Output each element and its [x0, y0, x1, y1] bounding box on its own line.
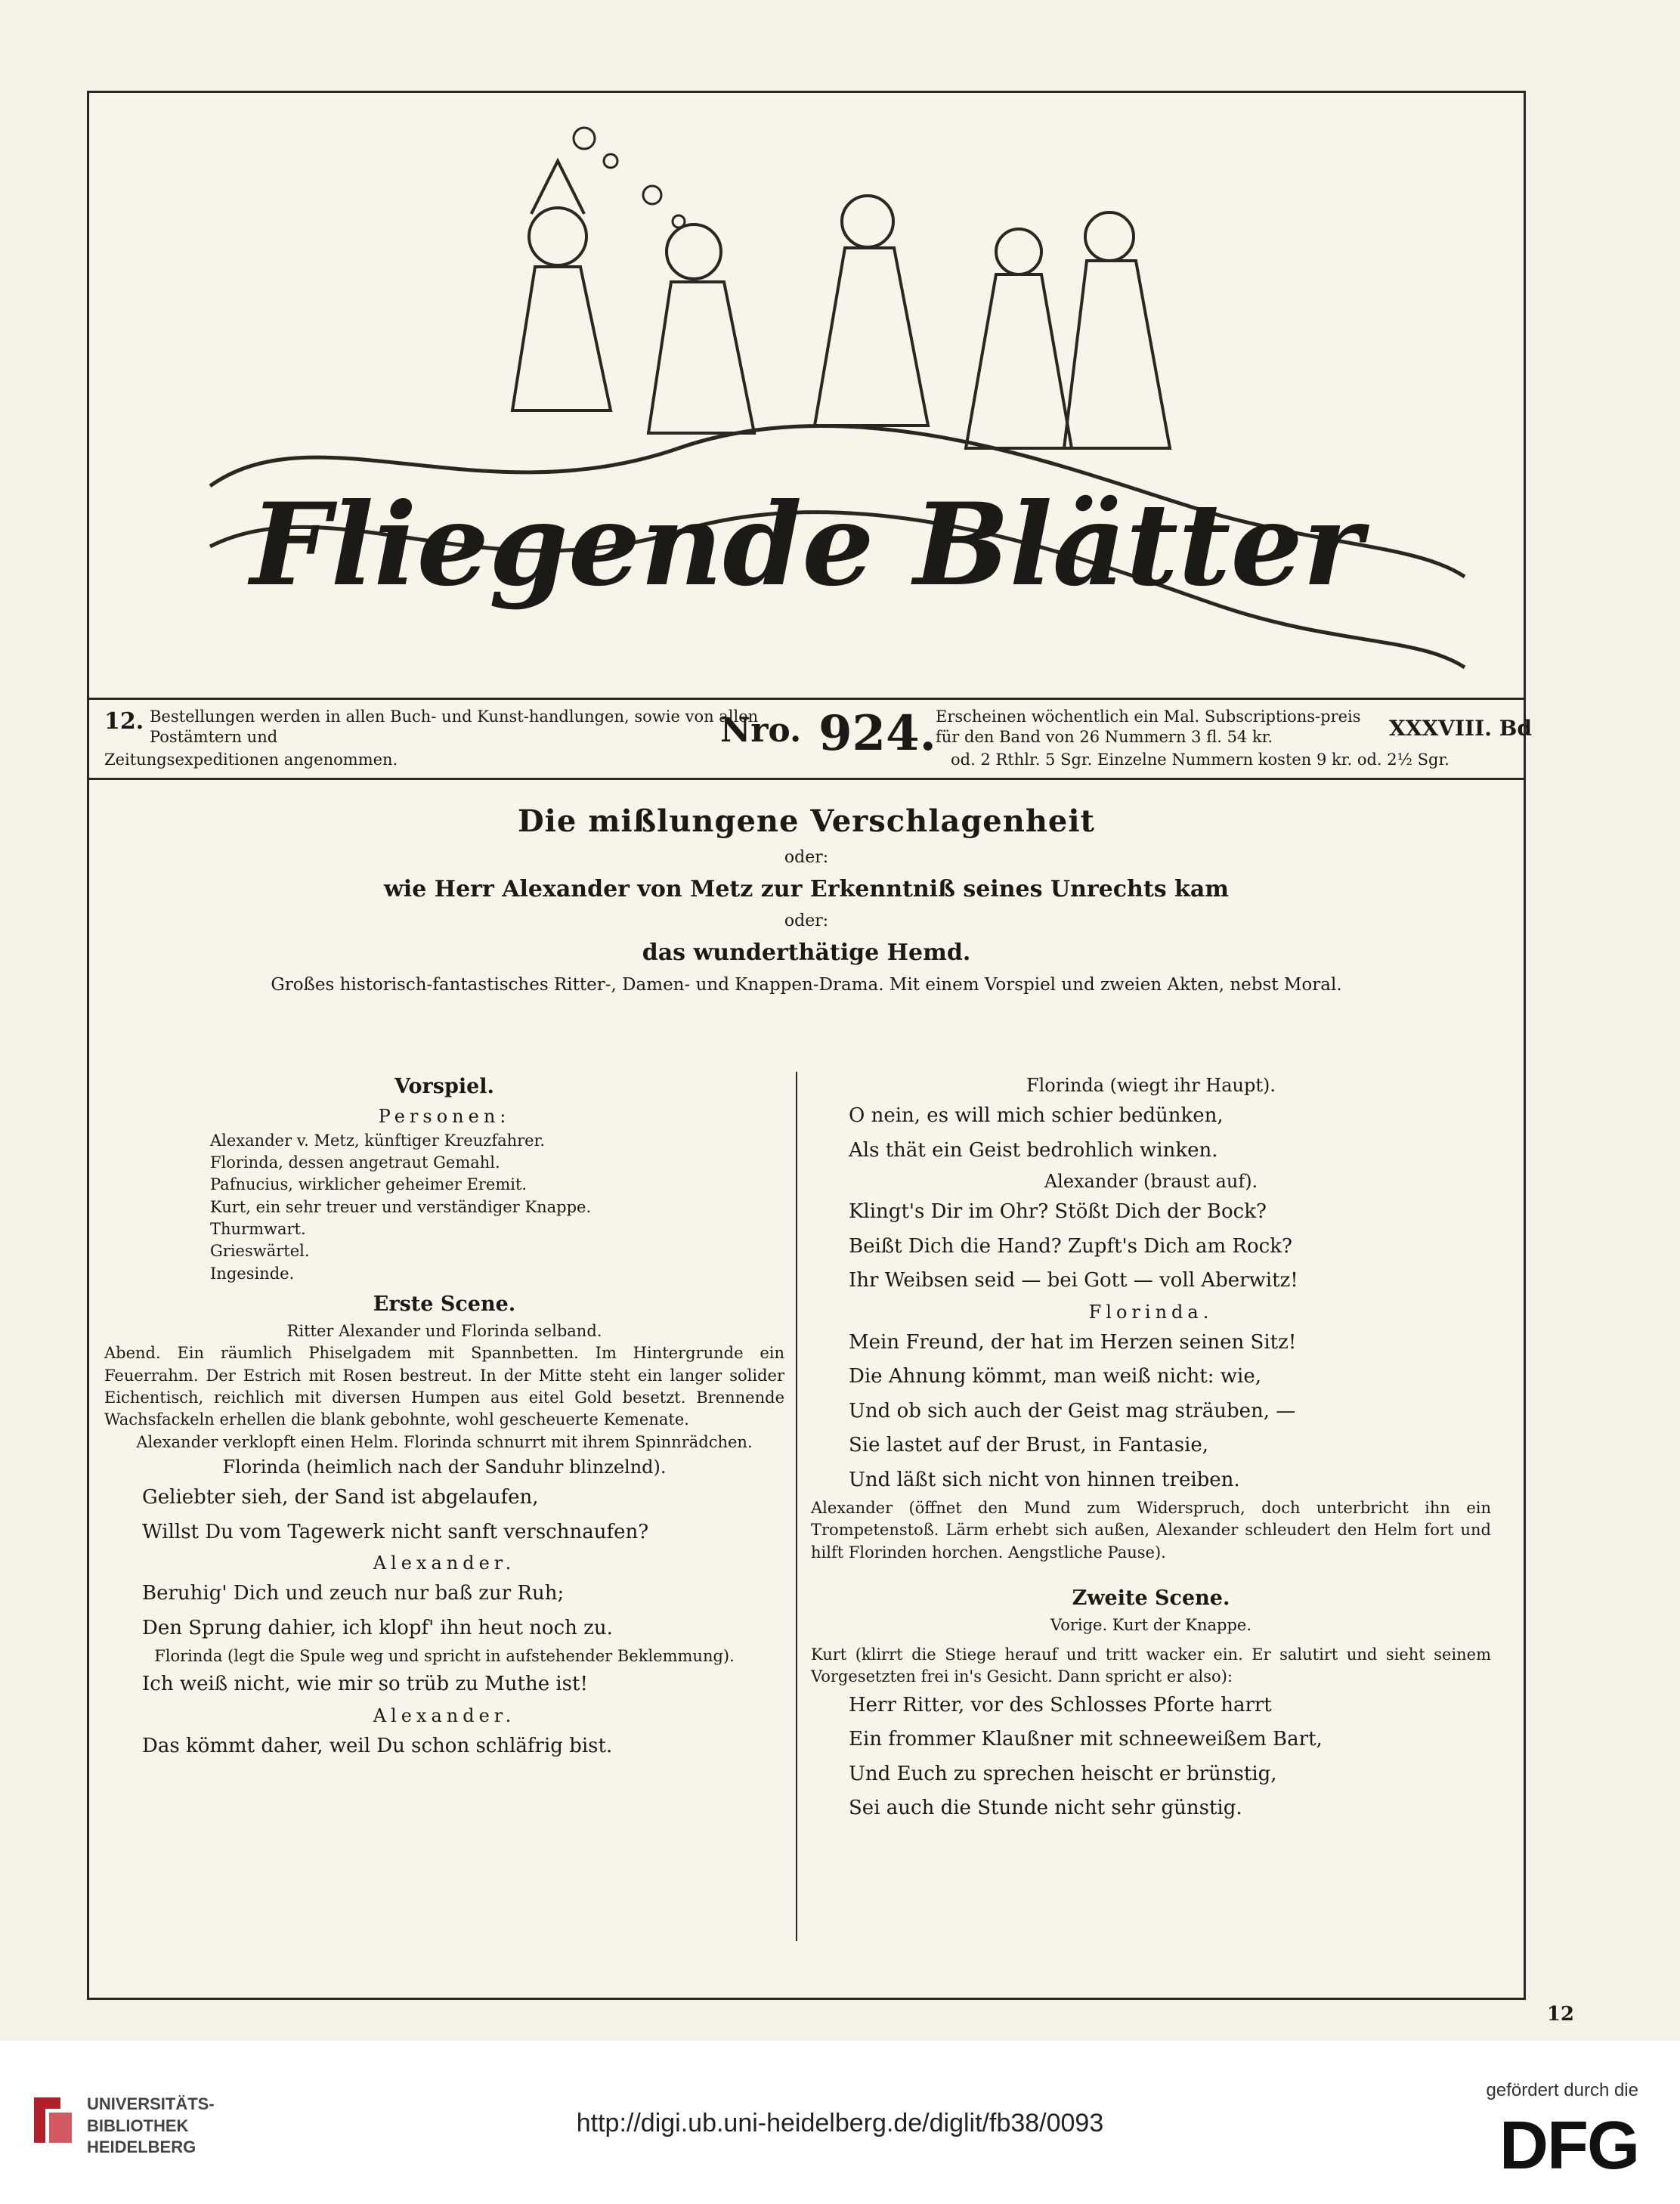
verse-line: O nein, es will mich schier bedünken,: [849, 1104, 1224, 1127]
verse-block-2: [104, 1577, 784, 1645]
cast-list: [104, 1130, 784, 1286]
footer: [0, 2041, 1680, 2204]
speaker-alexander-2: Alexander.: [373, 1704, 516, 1726]
page-number: 12: [1546, 2003, 1574, 2026]
verse-block-7: [811, 1326, 1491, 1498]
verse-line: Das kömmt daher, weil Du schon schläfrig bist.: [142, 1734, 613, 1757]
issue-number: 924.: [818, 705, 936, 762]
verse-line: Ich weiß nicht, wie mir so trüb zu Muthe ist!: [142, 1673, 588, 1696]
verse-line: Klingt's Dir im Ohr? Stößt Dich der Bock?: [849, 1200, 1267, 1223]
verse-block-8: [811, 1689, 1491, 1826]
newspaper-page: [87, 91, 1532, 2000]
order-text-2: Zeitungsexpeditionen angenommen.: [104, 751, 398, 769]
verse-line: Die Ahnung kömmt, man weiß nicht: wie,: [849, 1365, 1261, 1388]
verse-block-4: [104, 1729, 784, 1764]
verse-line: Ihr Weibsen seid — bei Gott — voll Aberwitz!: [849, 1269, 1298, 1292]
subscription-text-2: od. 2 Rthlr. 5 Sgr. Einzelne Nummern kosten 9 kr. od. 2½ Sgr.: [951, 751, 1450, 769]
heading-vorspiel: Vorspiel.: [394, 1075, 494, 1098]
figure-ladies: [815, 196, 1170, 448]
order-text: Bestellungen werden in allen Buch- und Kunst-handlungen, sowie von allen Postämtern und: [150, 707, 759, 747]
article-title: Die mißlungene Verschlagenheit: [517, 803, 1096, 839]
verse-block-5: [811, 1099, 1491, 1168]
speaker-florinda-3: Florinda (wiegt ihr Haupt).: [1026, 1075, 1276, 1096]
right-column: [811, 1072, 1491, 1826]
dfg-logo: DFG: [1499, 2108, 1638, 2184]
figure-jester: [512, 161, 611, 410]
stage-direction-3: Alexander (öffnet den Mund zum Widerspruch, doch unterbricht ihn ein Trompetenstoß. Lärm erhebt sich außen, Alexander schleudert den Helm fort und hilft Florinden horchen. Aengstliche Pause).: [811, 1499, 1491, 1562]
speaker-florinda-2: Florinda (legt die Spule weg und spricht in aufstehender Beklemmung).: [154, 1647, 735, 1666]
issue-top-rule: [89, 698, 1524, 700]
issue-sequence: 12.: [104, 708, 144, 735]
article-subtitle-2: das wunderthätige Hemd.: [642, 939, 971, 966]
verse-line: Sie lastet auf der Brust, in Fantasie,: [849, 1434, 1209, 1456]
heading-personen: Personen:: [378, 1105, 511, 1127]
speaker-alexander-3: Alexander (braust auf).: [1044, 1171, 1258, 1192]
verse-block-6: [811, 1195, 1491, 1299]
verse-line: Und ob sich auch der Geist mag sträuben, —: [849, 1399, 1296, 1422]
verse-line: Sei auch die Stunde nicht sehr günstig.: [849, 1797, 1242, 1820]
source-url-link[interactable]: http://digi.ub.uni-heidelberg.de/diglit/fb38/0093: [576, 2109, 1104, 2137]
cast-item: Thurmwart.: [210, 1220, 306, 1239]
left-column: [104, 1072, 784, 1763]
figure-musician: [648, 224, 754, 433]
verse-line: Beruhig' Dich und zeuch nur baß zur Ruh;: [142, 1582, 565, 1605]
masthead-svg: [89, 93, 1524, 698]
library-line: HEIDELBERG: [87, 2137, 196, 2157]
title-or-1: oder:: [784, 848, 829, 867]
speaker-florinda-1: Florinda (heimlich nach der Sanduhr blinzelnd).: [222, 1456, 667, 1478]
cast-item: Pafnucius, wirklicher geheimer Eremit.: [210, 1175, 528, 1194]
scene-2-subtitle: Vorige. Kurt der Knappe.: [1050, 1615, 1252, 1634]
verse-line: Geliebter sieh, der Sand ist abgelaufen,: [142, 1486, 539, 1509]
volume-label: XXXVIII. Bd: [1389, 716, 1532, 741]
cast-item: Florinda, dessen angetraut Gemahl.: [210, 1153, 500, 1172]
library-line: BIBLIOTHEK: [87, 2116, 189, 2135]
article-title-block: [89, 803, 1524, 995]
cast-item: Kurt, ein sehr treuer und verständiger Knappe.: [210, 1197, 592, 1216]
heading-scene-2: Zweite Scene.: [1072, 1586, 1230, 1611]
stage-direction-4: Kurt (klirrt die Stiege herauf und tritt wacker ein. Er salutirt und sieht seinem Vorgesetzten frei in's Gesicht. Dann spricht er also):: [811, 1645, 1491, 1686]
stage-direction-1: Abend. Ein räumlich Phiselgadem mit Spannbetten. Im Hintergrunde ein Feuerrahm. Der Estrich mit Rosen bestreut. In der Mitte steht ein langer solider Eichentisch, reichlich mit diversen Humpen aus eitel Gold besetzt. Brennende Wachsfackeln erhellen die blank gebohnte, wohl gescheuerte Kemenate.: [104, 1344, 784, 1429]
stage-direction-2: Alexander verklopft einen Helm. Florinda schnurrt mit ihrem Spinnrädchen.: [136, 1432, 753, 1451]
masthead-title: Fliegende Blätter: [250, 478, 1363, 611]
verse-line: Beißt Dich die Hand? Zupft's Dich am Rock?: [849, 1234, 1292, 1258]
article-genre: Großes historisch-fantastisches Ritter-, Damen- und Knappen-Drama. Mit einem Vorspiel und zweien Akten, nebst Moral.: [271, 975, 1342, 995]
verse-block-1: [104, 1481, 784, 1549]
verse-line: Den Sprung dahier, ich klopf' ihn heut noch zu.: [142, 1616, 613, 1639]
scene-1-subtitle: Ritter Alexander und Florinda selband.: [286, 1321, 602, 1340]
cast-item: Grieswärtel.: [210, 1242, 310, 1261]
masthead-illustration: [89, 93, 1524, 698]
speaker-florinda-4: Florinda.: [1088, 1301, 1214, 1323]
funded-by-label: gefördert durch die: [1486, 2080, 1638, 2100]
issue-no-label: Nro.: [720, 711, 802, 750]
verse-line: Mein Freund, der hat im Herzen seinen Sitz!: [849, 1330, 1297, 1354]
column-divider: [796, 1072, 797, 1941]
verse-block-3: [104, 1667, 784, 1702]
library-line: UNIVERSITÄTS-: [87, 2094, 215, 2113]
issue-bar: [89, 704, 1532, 775]
article-subtitle-1: wie Herr Alexander von Metz zur Erkenntniß seines Unrechts kam: [383, 876, 1230, 902]
verse-line: Willst Du vom Tagewerk nicht sanft verschnaufen?: [142, 1520, 649, 1543]
cast-item: Alexander v. Metz, künftiger Kreuzfahrer.: [210, 1131, 546, 1150]
subscription-text: Erscheinen wöchentlich ein Mal. Subscriptions-preis für den Band von 26 Nummern 3 fl. 54 kr.: [936, 707, 1361, 747]
verse-line: Und Euch zu sprechen heischt er brünstig,: [849, 1762, 1277, 1785]
page-bottom-rule: [89, 1998, 1524, 2000]
issue-bottom-rule: [89, 778, 1524, 780]
bubbles: [574, 128, 685, 228]
speaker-alexander-1: Alexander.: [373, 1552, 516, 1574]
verse-line: Und läßt sich nicht von hinnen treiben.: [849, 1468, 1240, 1491]
cast-item: Ingesinde.: [210, 1264, 295, 1283]
verse-line: Als thät ein Geist bedrohlich winken.: [849, 1138, 1218, 1162]
title-or-2: oder:: [784, 912, 829, 930]
verse-line: Herr Ritter, vor des Schlosses Pforte harrt: [849, 1693, 1272, 1716]
heading-scene-1: Erste Scene.: [373, 1292, 516, 1317]
verse-line: Ein frommer Klaußner mit schneeweißem Bart,: [849, 1728, 1323, 1751]
